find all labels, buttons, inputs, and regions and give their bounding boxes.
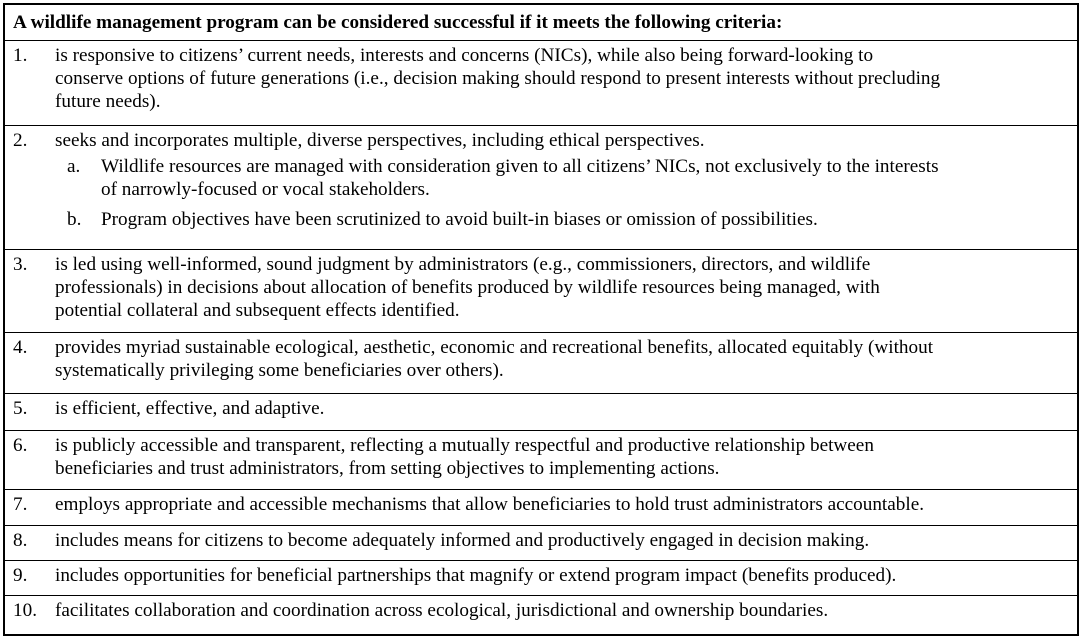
criterion-line: includes means for citizens to become adequately informed and productively engaged in decision making. [55, 530, 870, 551]
criterion-line: is publicly accessible and transparent, reflecting a mutually respectful and productive relationship between [55, 435, 874, 456]
subcriterion-b [55, 208, 1071, 231]
criterion-number: 4. [13, 337, 28, 358]
subcriterion-a [55, 155, 1071, 201]
criterion-row-2 [5, 125, 1077, 249]
criterion-line: systematically privileging some beneficiaries over others). [55, 360, 504, 381]
criterion-text [55, 129, 1071, 231]
criterion-row-8 [5, 525, 1077, 560]
criterion-line: professionals) in decisions about allocation of benefits produced by wildlife resources being managed, with [55, 277, 880, 298]
criterion-number: 8. [13, 530, 28, 551]
criterion-row-10 [5, 595, 1077, 631]
criterion-row-5 [5, 393, 1077, 430]
criterion-line: facilitates collaboration and coordination across ecological, jurisdictional and ownership boundaries. [55, 600, 829, 621]
criterion-line: is responsive to citizens’ current needs, interests and concerns (NICs), while also being forward-looking to [55, 45, 874, 66]
criterion-line: beneficiaries and trust administrators, from setting objectives to implementing actions. [55, 458, 720, 479]
criterion-number: 7. [13, 494, 28, 515]
criterion-number: 6. [13, 435, 28, 456]
criterion-row-3 [5, 249, 1077, 332]
criterion-row-7 [5, 489, 1077, 525]
criterion-line: conserve options of future generations (i.e., decision making should respond to present interests without precluding [55, 68, 941, 89]
subcriterion-line: Program objectives have been scrutinized to avoid built-in biases or omission of possibilities. [101, 209, 818, 230]
criterion-line: is efficient, effective, and adaptive. [55, 398, 325, 419]
criterion-line: includes opportunities for beneficial partnerships that magnify or extend program impact (benefits produced). [55, 565, 897, 586]
criterion-text [55, 253, 1071, 322]
criterion-line: is led using well-informed, sound judgment by administrators (e.g., commissioners, directors, and wildlife [55, 254, 871, 275]
criterion-row-1 [5, 41, 1077, 125]
criteria-table [3, 3, 1079, 636]
criterion-text [55, 564, 1071, 587]
subcriterion-text [101, 208, 1071, 231]
criterion-text [55, 44, 1071, 113]
criterion-text [55, 529, 1071, 552]
criterion-line: employs appropriate and accessible mechanisms that allow beneficiaries to hold trust administrators accountable. [55, 494, 925, 515]
subcriterion-letter: a. [67, 156, 81, 177]
criterion-line: potential collateral and subsequent effects identified. [55, 300, 460, 321]
criterion-number: 3. [13, 254, 28, 275]
criterion-number: 1. [13, 45, 28, 66]
criterion-text [55, 336, 1071, 382]
criterion-text [55, 434, 1071, 480]
criterion-row-6 [5, 430, 1077, 489]
criterion-line: seeks and incorporates multiple, diverse perspectives, including ethical perspectives. [55, 130, 705, 151]
criterion-row-4 [5, 332, 1077, 393]
table-header [5, 5, 1077, 41]
criterion-number: 2. [13, 130, 28, 151]
criterion-number: 5. [13, 398, 28, 419]
criterion-number: 9. [13, 565, 28, 586]
subcriterion-text [101, 155, 1071, 201]
criterion-row-9 [5, 560, 1077, 595]
subcriterion-letter: b. [67, 209, 82, 230]
subcriterion-line: of narrowly-focused or vocal stakeholders. [101, 179, 430, 200]
criteria-list [5, 41, 1077, 631]
criterion-number: 10. [13, 600, 37, 621]
subcriterion-line: Wildlife resources are managed with consideration given to all citizens’ NICs, not exclusively to the interests [101, 156, 939, 177]
table-title: A wildlife management program can be considered successful if it meets the following criteria: [13, 11, 783, 33]
criterion-text [55, 397, 1071, 420]
criterion-line: future needs). [55, 91, 161, 112]
criterion-text [55, 599, 1071, 622]
criterion-line: provides myriad sustainable ecological, aesthetic, economic and recreational benefits, allocated equitably (without [55, 337, 934, 358]
criterion-text [55, 493, 1071, 516]
